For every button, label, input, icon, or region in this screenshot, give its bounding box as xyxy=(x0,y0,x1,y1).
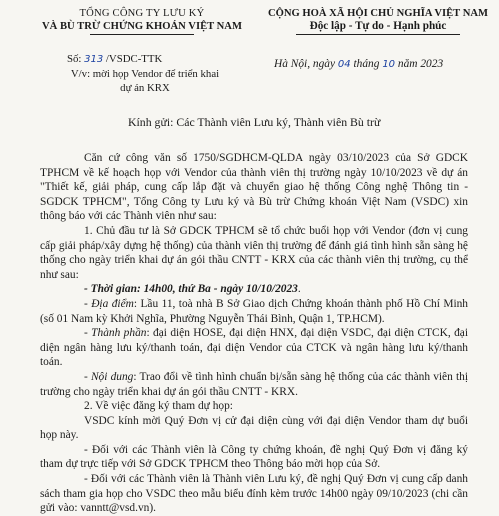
national-motto: Độc lập - Tự do - Hạnh phúc xyxy=(309,20,447,32)
content-text: : Trao đổi về tình hình chuẩn bị/sẵn sàng hệ thống của các thành viên thị trường cho ngày triển khai dự án gói thầu CNTT - KRX. xyxy=(40,370,468,398)
location-text: : Lầu 11, toà nhà B Sở Giao dịch Chứng khoán thành phố Hồ Chí Minh (số 01 Nam kỳ Khởi Nghĩa, Phường Nguyễn Thái Bình, Quận 1, TP.HCM). xyxy=(40,297,469,325)
issuer-underline xyxy=(90,34,194,35)
paragraph-content xyxy=(40,370,468,399)
issuer-name-line1: TỔNG CÔNG TY LƯU KÝ xyxy=(79,8,205,19)
time-label: - Thời gian: 14h00, thứ Ba - ngày 10/10/2023 xyxy=(84,283,298,296)
location-label: - Địa điểm xyxy=(84,297,134,310)
document-subject xyxy=(60,67,230,95)
paragraph-participants xyxy=(40,326,468,370)
date-mid: tháng xyxy=(350,58,383,70)
content-label: - Nội dung xyxy=(84,370,134,383)
handwritten-day: 04 xyxy=(337,59,351,70)
paragraph-securities-companies: - Đối với các Thành viên là Công ty chứng khoán, đề nghị Quý Đơn vị đăng ký tham dự trực tiếp với Sở GDCK TPHCM theo Thông báo mời họp của Sở. xyxy=(40,443,468,471)
date-suffix: năm 2023 xyxy=(395,58,444,70)
paragraph-time xyxy=(40,282,468,297)
number-prefix: Số: xyxy=(67,53,85,65)
time-end: . xyxy=(297,283,301,296)
paragraph-invitation: VSDC kính mời Quý Đơn vị cử đại diện cùng với đại diện Vendor tham dự buổi họp này. xyxy=(40,414,468,442)
handwritten-number: 313 xyxy=(84,54,104,65)
paragraph-registration: 2. Về việc đăng ký tham dự họp: xyxy=(84,400,233,413)
document-number xyxy=(67,53,162,65)
national-header xyxy=(262,8,494,35)
paragraph-location xyxy=(40,297,468,326)
motto-underline xyxy=(296,34,460,35)
issuer-header xyxy=(22,8,262,35)
greeting: Kính gửi: Các Thành viên Lưu ký, Thành viên Bù trừ xyxy=(128,115,381,129)
participants-text: : đại diện HOSE, đại diện HNX, đại diện VSDC, đại diện CTCK, đại diện ngân hàng lưu ký/thanh toán, đại diện Vendor của CTCK và ngân hàng lưu ký/thanh toán. xyxy=(40,327,469,369)
paragraph-basis: Căn cứ công văn số 1750/SGDHCM-QLDA ngày 03/10/2023 của Sở GDCK TPHCM về kế hoạch họp với Vendor của thành viên thị trường ngày 10/10/2023 về dự án "Thiết kế, giải pháp, cung cấp lắp đặt và chuyển giao hệ thống Công nghệ Thông tin - SGDCK TPHCM", Tổng Công ty Lưu ký và Bù trừ Chứng khoán Việt Nam (VSDC) xin thông báo với các Thành viên như sau: xyxy=(40,152,468,223)
national-title: CỘNG HOÀ XÃ HỘI CHỦ NGHĨA VIỆT NAM xyxy=(267,8,489,19)
paragraph-meeting: 1. Chủ đầu tư là Sở GDCK TPHCM sẽ tổ chức buổi họp với Vendor (đơn vị cung cấp giải pháp/xây dựng hệ thống) của thành viên thị trường để đánh giá tình hình sẵn sàng hệ thống cho ngày triển khai dự án gói thầu CNTT - KRX của các thành viên thị trường, cụ thể như sau: xyxy=(40,224,468,281)
document-body xyxy=(40,151,468,516)
paragraph-custodian-members: - Đối với các Thành viên là Thành viên Lưu ký, đề nghị Quý Đơn vị cung cấp danh sách tham gia họp cho VSDC theo mẫu biểu đính kèm trước 14h00 ngày 09/10/2023 (chi cần gửi vào: vanntt@vsd.vn). xyxy=(40,473,468,515)
subject-line-2: dự án KRX xyxy=(120,82,170,94)
date-prefix: Hà Nội, ngày xyxy=(274,58,338,70)
subject-line-1: V/v: mời họp Vendor để triển khai xyxy=(70,68,220,80)
issuer-name-line2: VÀ BÙ TRỪ CHỨNG KHOÁN VIỆT NAM xyxy=(42,21,242,32)
handwritten-month: 10 xyxy=(382,59,396,70)
participants-label: - Thành phần xyxy=(84,327,147,340)
number-suffix: /VSDC-TTK xyxy=(103,53,163,65)
document-date xyxy=(274,58,443,70)
